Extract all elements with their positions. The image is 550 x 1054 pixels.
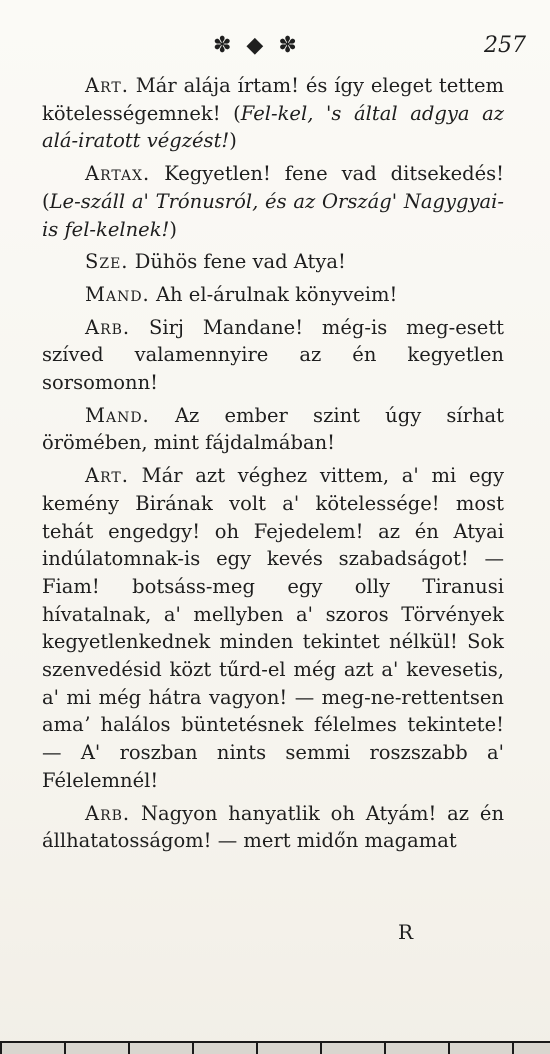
dialogue-paragraph <box>42 462 504 794</box>
dialogue-line: Az ember szint úgy sírhat örömében, mint fájdalmában! <box>42 403 504 455</box>
speaker-name: Arb. <box>85 801 131 825</box>
dialogue-paragraph <box>42 281 504 309</box>
dialogue-line: ) <box>169 217 177 241</box>
dialogue-line: ) <box>229 129 237 153</box>
stage-direction: Le-száll a' Trónusról, és az Ország' Nagygyai-is fel-kelnek! <box>42 189 504 241</box>
dialogue-line: Dühös fene vad Atya! <box>128 250 346 274</box>
speaker-name: Mand. <box>85 282 150 306</box>
page-number: 257 <box>484 33 526 58</box>
dialogue-paragraph <box>42 72 504 155</box>
dialogue-paragraph <box>42 314 504 397</box>
dialogue-paragraph <box>42 402 504 457</box>
dialogue-line: Már azt véghez vittem, a' mi egy kemény Birának volt a' kötelessége! most tehát engedgy! oh Fejedelem! az én Atyai indúlatomnak-is egy kevés szabadságot! — Fiam! botsáss-meg egy olly Tiranusi hívatalnak, a' mellyben a' szoros Törvények kegyetlenkednek minden tekintet nélkül! Sok szenvedésid közt tűrd-el még azt a' kevesetis, a' mi még hátra vagyon! — meg-ne-rettentsen amaʼ halálos büntetésnek félelmes tekintete! — A' roszban nints semmi roszszabb a' Félelemnél! <box>42 464 504 792</box>
speaker-name: Artax. <box>85 162 151 186</box>
dialogue-paragraph <box>42 800 504 855</box>
dialogue-line: Ah el-árulnak könyveim! <box>149 282 398 306</box>
stage-direction: Fel-kel, 's által adgya az alá-iratott végzést! <box>42 101 504 153</box>
dialogue-paragraph <box>42 160 504 243</box>
signature-mark: R <box>398 920 414 944</box>
speaker-name: Art. <box>85 464 129 488</box>
dialogue-text <box>42 72 504 855</box>
dialogue-line: Kegyetlen! fene vad ditsekedés! ( <box>42 162 504 213</box>
ornament-header: ✽ ◆ ✽ <box>213 33 301 58</box>
dialogue-line: Nagyon hanyatlik oh Atyám! az én állhatatosságom! — mert midőn magamat <box>42 801 504 853</box>
dialogue-line: Már alája írtam! és így eleget tettem kötelességemnek! ( <box>42 74 504 125</box>
speaker-name: Art. <box>85 74 129 97</box>
speaker-name: Sze. <box>85 250 129 274</box>
dialogue-paragraph <box>42 248 504 276</box>
speaker-name: Mand. <box>85 403 150 427</box>
bottom-ruler-strip <box>0 1041 550 1054</box>
speaker-name: Arb. <box>85 315 131 339</box>
dialogue-line: Sirj Mandane! még-is meg-esett szíved valamennyire az én kegyetlen sorsomonn! <box>42 315 504 395</box>
